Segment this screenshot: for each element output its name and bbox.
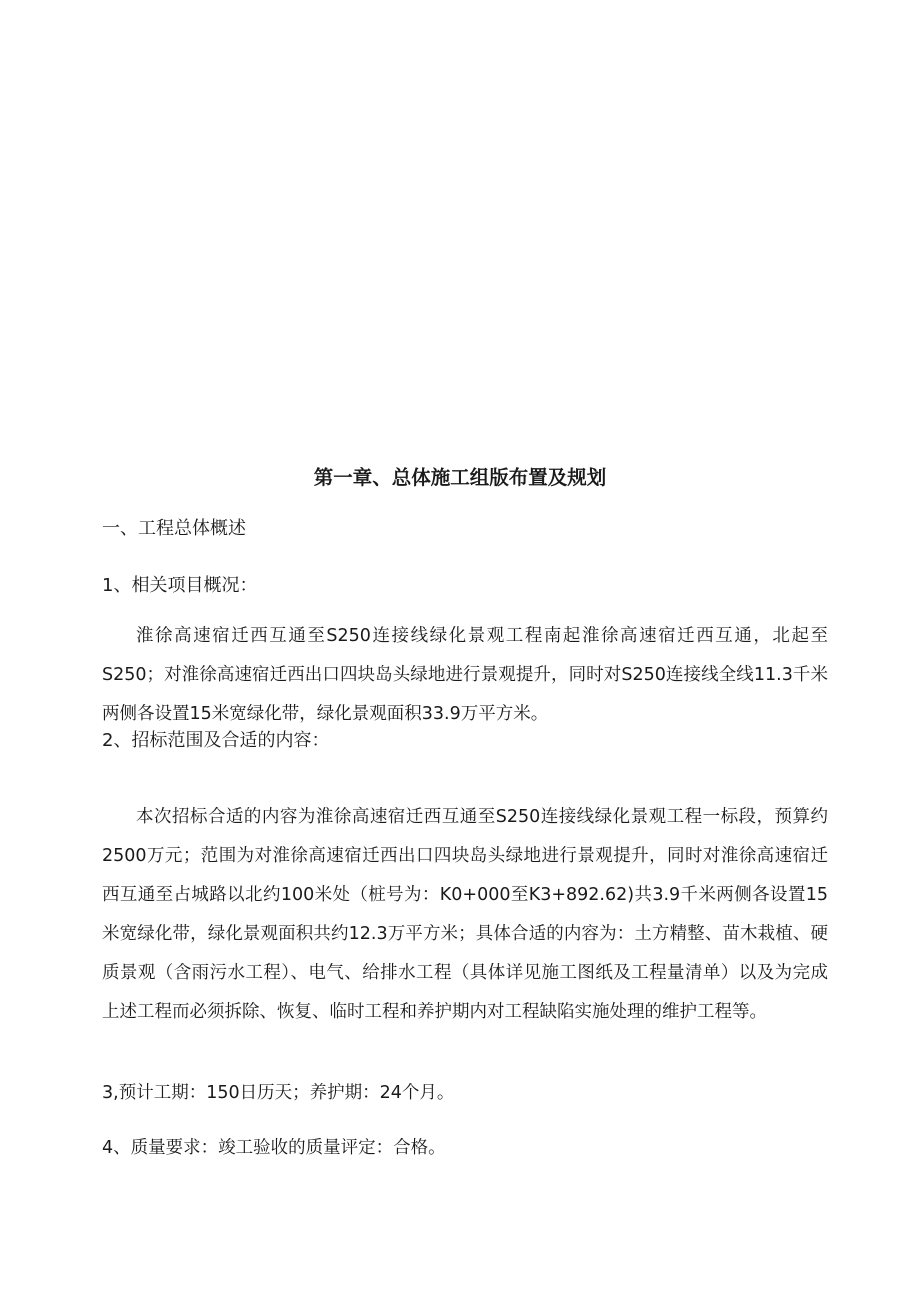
construction-period-line: 3,预计工期：150日历天；养护期：24个月。 xyxy=(102,1083,455,1103)
item-heading-bid-scope: 2、招标范围及合适的内容： xyxy=(102,730,330,751)
quality-requirement-line: 4、质量要求：竣工验收的质量评定：合格。 xyxy=(102,1138,446,1158)
section-heading-overview: 一、工程总体概述 xyxy=(102,518,246,539)
bid-scope-paragraph: 本次招标合适的内容为淮徐高速宿迁西互通至S250连接线绿化景观工程一标段，预算约2500万元；范围为对淮徐高速宿迁西出口四块岛头绿地进行景观提升，同时对淮徐高速宿迁西互通至占城路以北约100米处（桩号为：K0+000至K3+892.62)共3.9千米两侧各设置15米宽绿化带，绿化景观面积共约12.3万平方米；具体合适的内容为：土方精整、苗木栽植、硬质景观（含雨污水工程）、电气、给排水工程（具体详见施工图纸及工程量清单）以及为完成上述工程而必须拆除、恢复、临时工程和养护期内对工程缺陷实施处理的维护工程等。 xyxy=(102,807,828,1022)
project-overview-paragraph: 淮徐高速宿迁西互通至S250连接线绿化景观工程南起淮徐高速宿迁西互通，北起至S250；对淮徐高速宿迁西出口四块岛头绿地进行景观提升，同时对S250连接线全线11.3千米两侧各设置15米宽绿化带，绿化景观面积33.9万平方米。 xyxy=(102,626,828,724)
item-heading-project-overview: 1、相关项目概况： xyxy=(102,575,258,596)
chapter-title: 第一章、总体施工组版布置及规划 xyxy=(313,466,607,489)
